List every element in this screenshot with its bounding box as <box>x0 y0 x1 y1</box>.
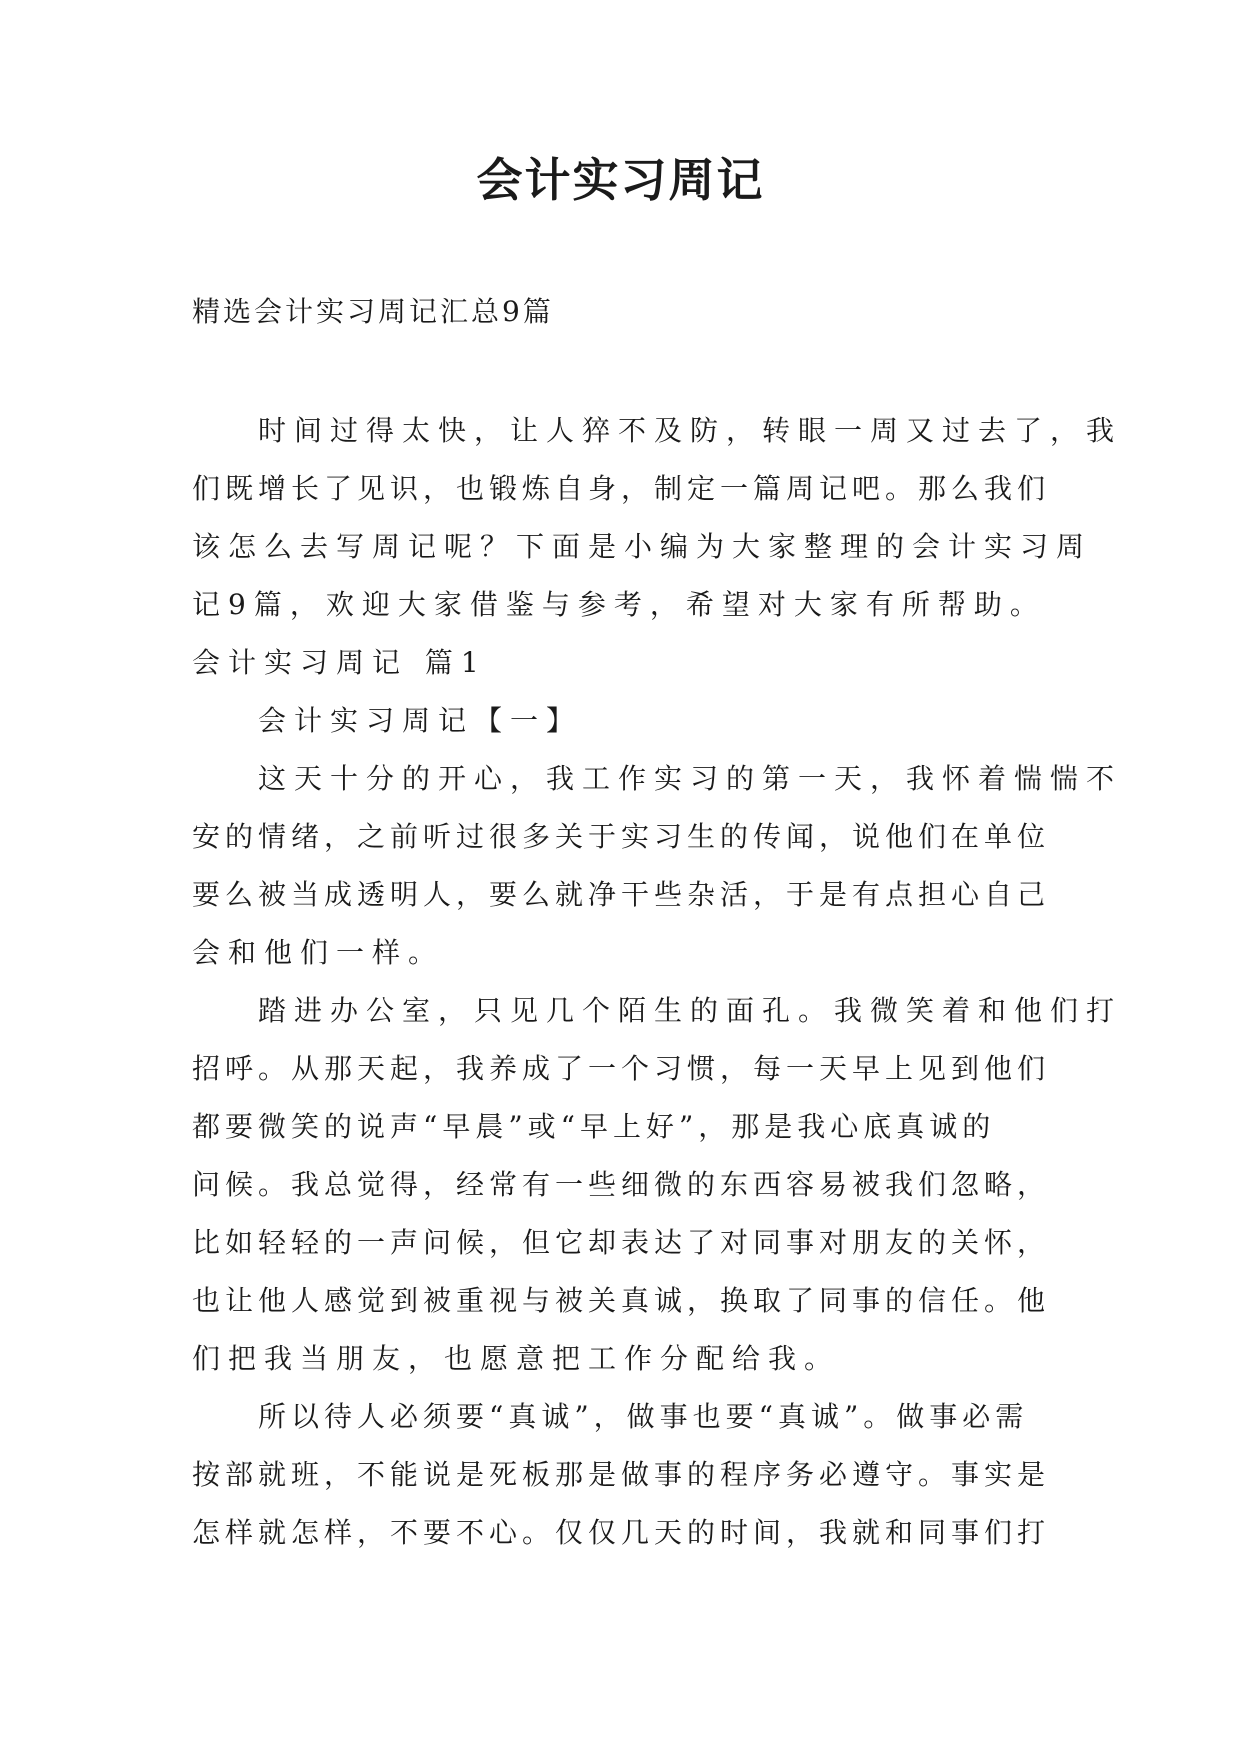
text-line: 这天十分的开心，我工作实习的第一天，我怀着惴惴不 <box>258 762 1123 795</box>
text-line: 们把我当朋友，也愿意把工作分配给我。 <box>192 1342 841 1375</box>
text-line: 怎样就怎样，不要不心。仅仅几天的时间，我就和同事们打 <box>192 1516 1051 1549</box>
text-line: 招呼。从那天起，我养成了一个习惯，每一天早上见到他们 <box>192 1052 1051 1085</box>
text-line: 记9篇，欢迎大家借鉴与参考，希望对大家有所帮助。 <box>192 588 1046 621</box>
text-line: 要么被当成透明人，要么就净干些杂活，于是有点担心自己 <box>192 878 1051 911</box>
text-line: 问候。我总觉得，经常有一些细微的东西容易被我们忽略， <box>192 1168 1051 1201</box>
text-line: 时间过得太快，让人猝不及防，转眼一周又过去了，我 <box>258 414 1123 447</box>
document-title: 会计实习周记 <box>476 153 765 207</box>
text-line: 踏进办公室，只见几个陌生的面孔。我微笑着和他们打 <box>258 994 1123 1027</box>
text-line: 会和他们一样。 <box>192 936 445 969</box>
subsection-heading: 会计实习周记【一】 <box>258 704 583 737</box>
text-line: 都要微笑的说声“早晨”或“早上好”，那是我心底真诚的 <box>192 1110 996 1143</box>
text-line: 也让他人感觉到被重视与被关真诚，换取了同事的信任。他 <box>192 1284 1051 1317</box>
section-heading: 会计实习周记 篇1 <box>192 646 487 679</box>
text-line: 们既增长了见识，也锻炼自身，制定一篇周记吧。那么我们 <box>192 472 1051 505</box>
text-line: 安的情绪，之前听过很多关于实习生的传闻，说他们在单位 <box>192 820 1051 853</box>
text-line: 比如轻轻的一声问候，但它却表达了对同事对朋友的关怀， <box>192 1226 1051 1259</box>
text-line: 该怎么去写周记呢？下面是小编为大家整理的会计实习周 <box>192 530 1093 563</box>
text-line: 所以待人必须要“真诚”，做事也要“真诚”。做事必需 <box>258 1400 1029 1433</box>
document-body <box>192 402 1123 1562</box>
document-subtitle: 精选会计实习周记汇总9篇 <box>192 295 554 328</box>
text-line: 按部就班，不能说是死板那是做事的程序务必遵守。事实是 <box>192 1458 1051 1491</box>
